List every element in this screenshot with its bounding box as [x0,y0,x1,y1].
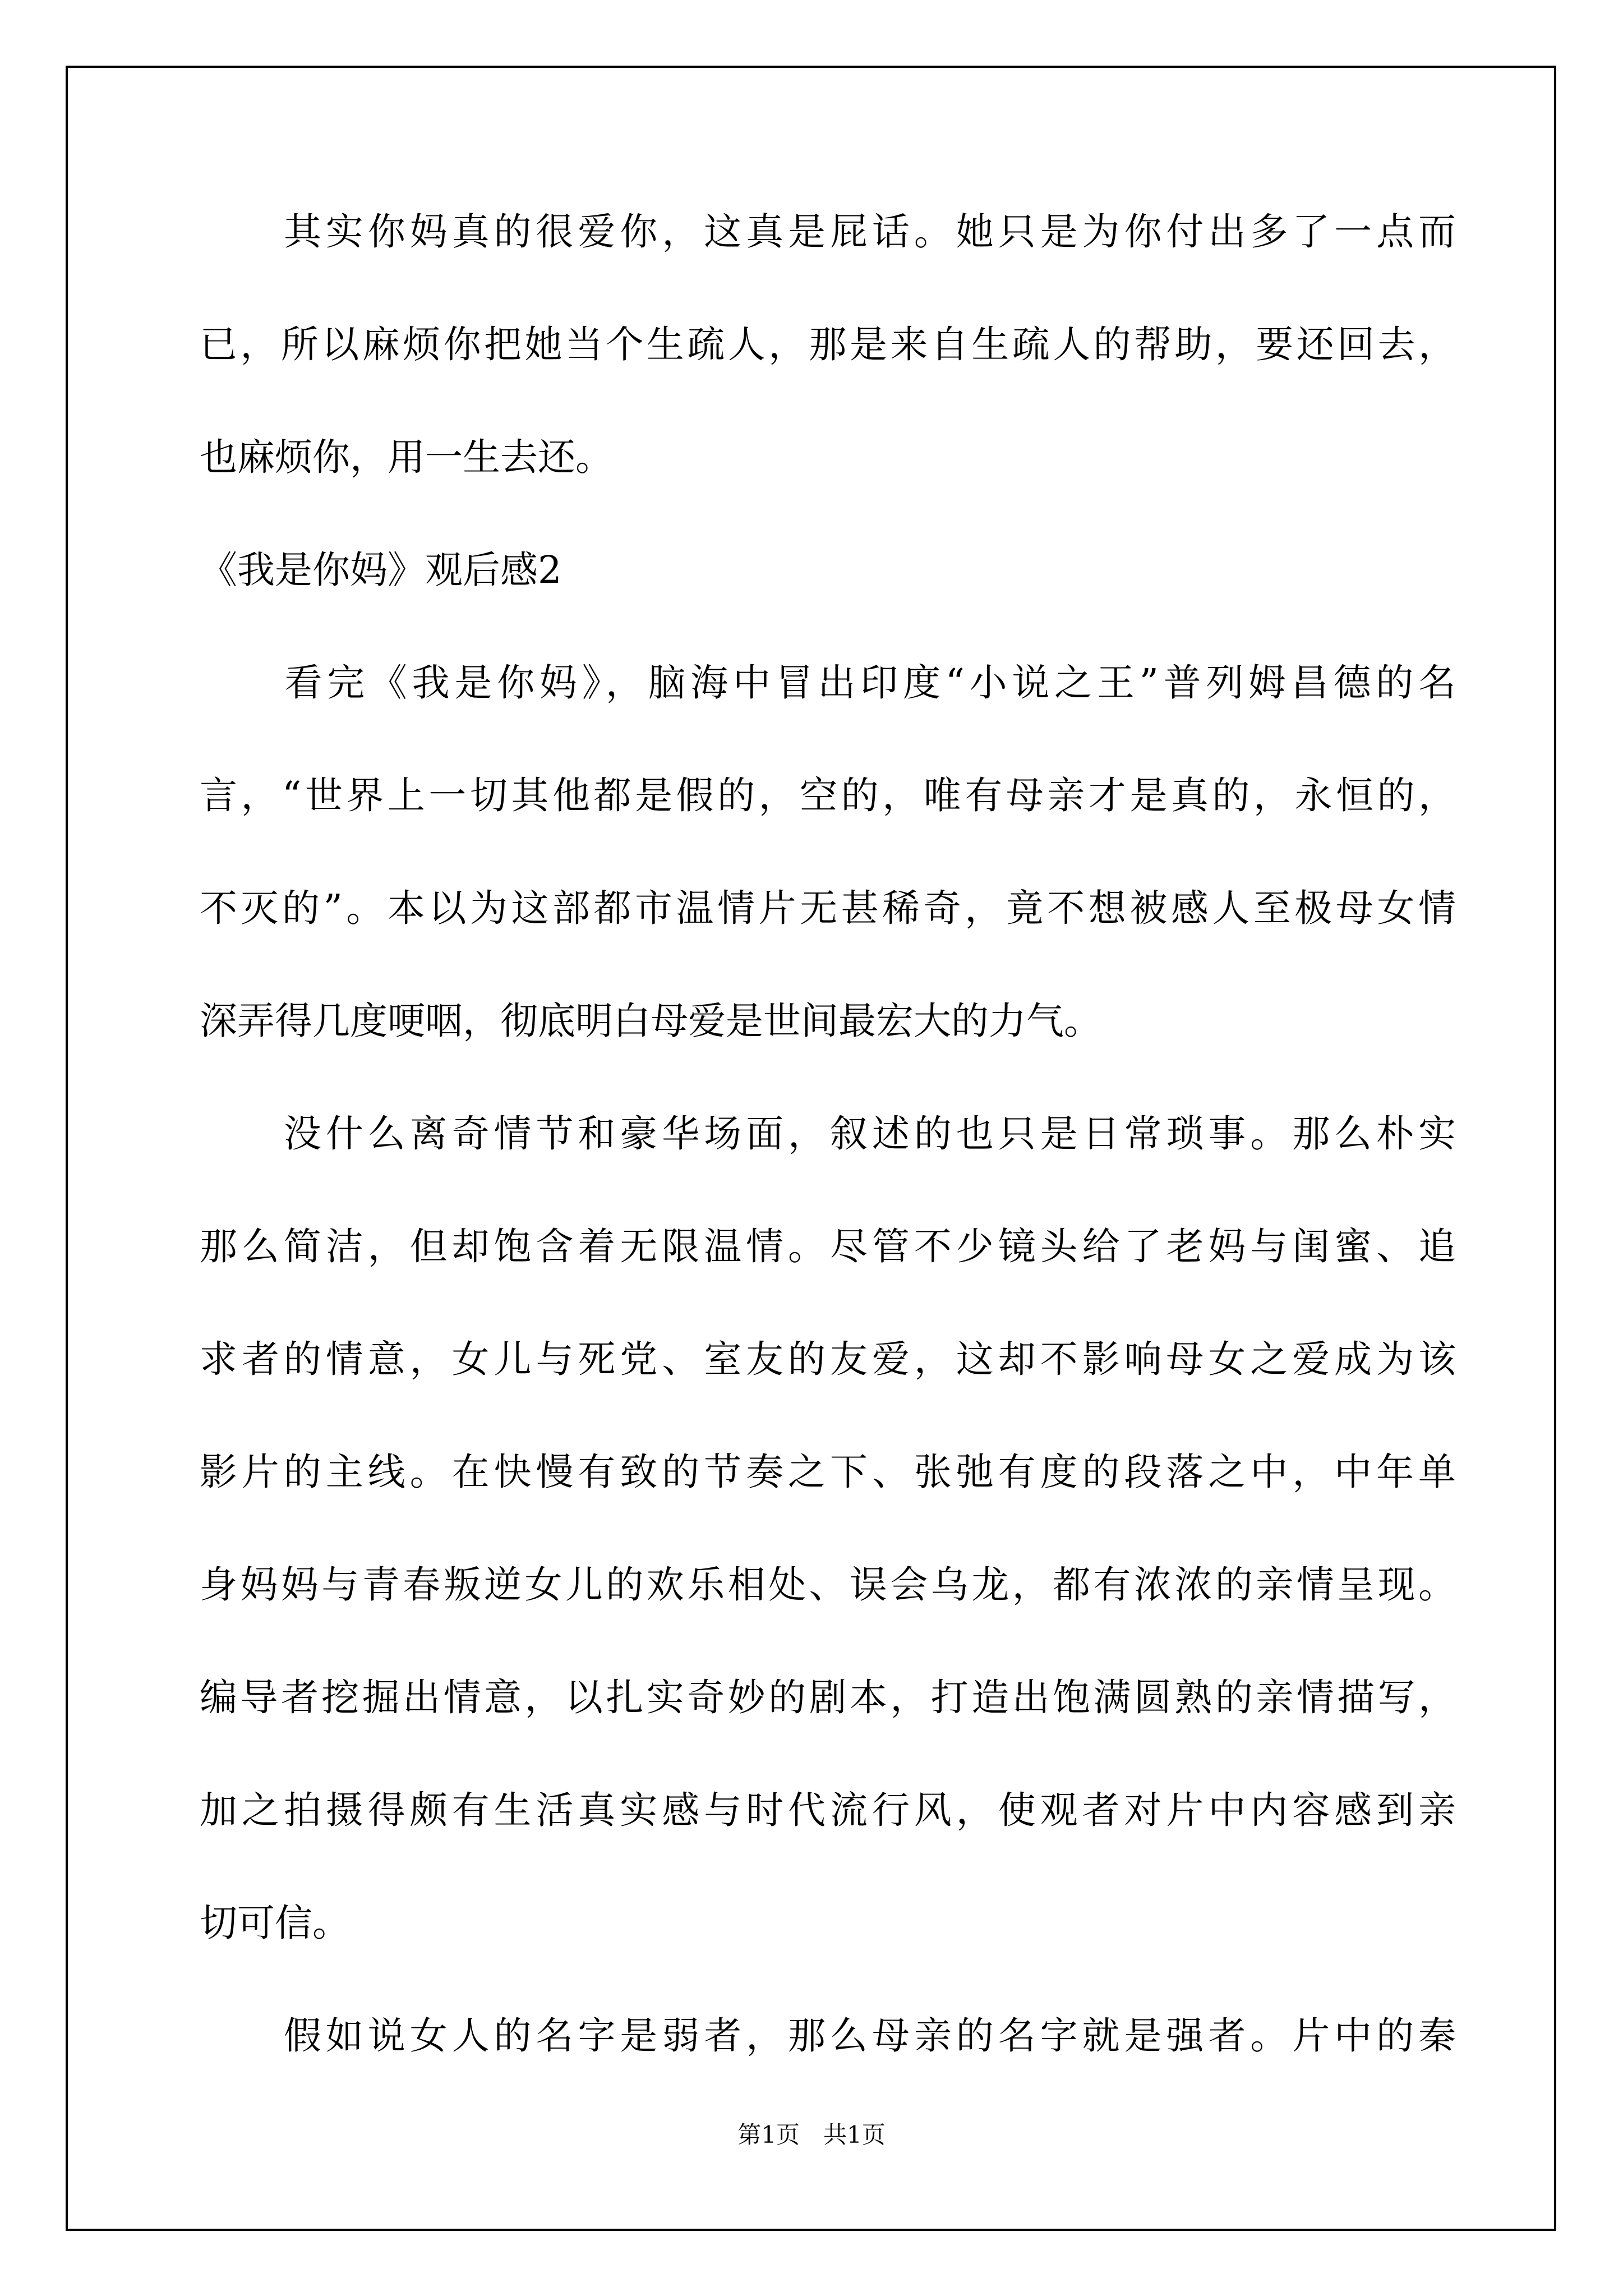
text-line: 那么简洁，但却饱含着无限温情。尽管不少镜头给了老妈与闺蜜、追 [200,1225,1456,1268]
section-heading [200,548,1456,592]
page-number: 第1页 共1页 [737,2121,886,2148]
text-line: 编导者挖掘出情意，以扎实奇妙的剧本，打造出饱满圆熟的亲情描写， [200,1676,1456,1719]
paragraph [200,661,1456,1043]
paragraph [200,2014,1456,2058]
text-line: 其实你妈真的很爱你，这真是屁话。她只是为你付出多了一点而 [200,210,1456,254]
text-line: 深弄得几度哽咽，彻底明白母爱是世间最宏大的力气。 [200,999,1101,1043]
text-line: 没什么离奇情节和豪华场面，叙述的也只是日常琐事。那么朴实 [200,1112,1456,1156]
text-line: 影片的主线。在快慢有致的节奏之下、张弛有度的段落之中，中年单 [200,1450,1456,1494]
text-line: 已，所以麻烦你把她当个生疏人，那是来自生疏人的帮助，要还回去， [200,323,1456,366]
text-line: 不灭的”。本以为这部都市温情片无甚稀奇，竟不想被感人至极母女情 [200,886,1456,930]
text-line: 假如说女人的名字是弱者，那么母亲的名字就是强者。片中的秦 [200,2014,1456,2058]
page-footer [0,2123,1623,2147]
heading-text: 《我是你妈》观后感2 [200,548,562,592]
document-body [200,210,1456,2058]
text-line: 身妈妈与青春叛逆女儿的欢乐相处、误会乌龙，都有浓浓的亲情呈现。 [200,1563,1456,1607]
text-line: 也麻烦你，用一生去还。 [200,435,613,479]
text-line: 言，“世界上一切其他都是假的，空的，唯有母亲才是真的，永恒的， [200,774,1456,817]
text-line: 切可信。 [200,1901,350,1945]
text-line: 看完《我是你妈》，脑海中冒出印度“小说之王”普列姆昌德的名 [200,661,1456,705]
text-line: 求者的情意，女儿与死党、室友的友爱，这却不影响母女之爱成为该 [200,1337,1456,1381]
paragraph [200,210,1456,479]
paragraph [200,1112,1456,1945]
text-line: 加之拍摄得颇有生活真实感与时代流行风，使观者对片中内容感到亲 [200,1788,1456,1832]
